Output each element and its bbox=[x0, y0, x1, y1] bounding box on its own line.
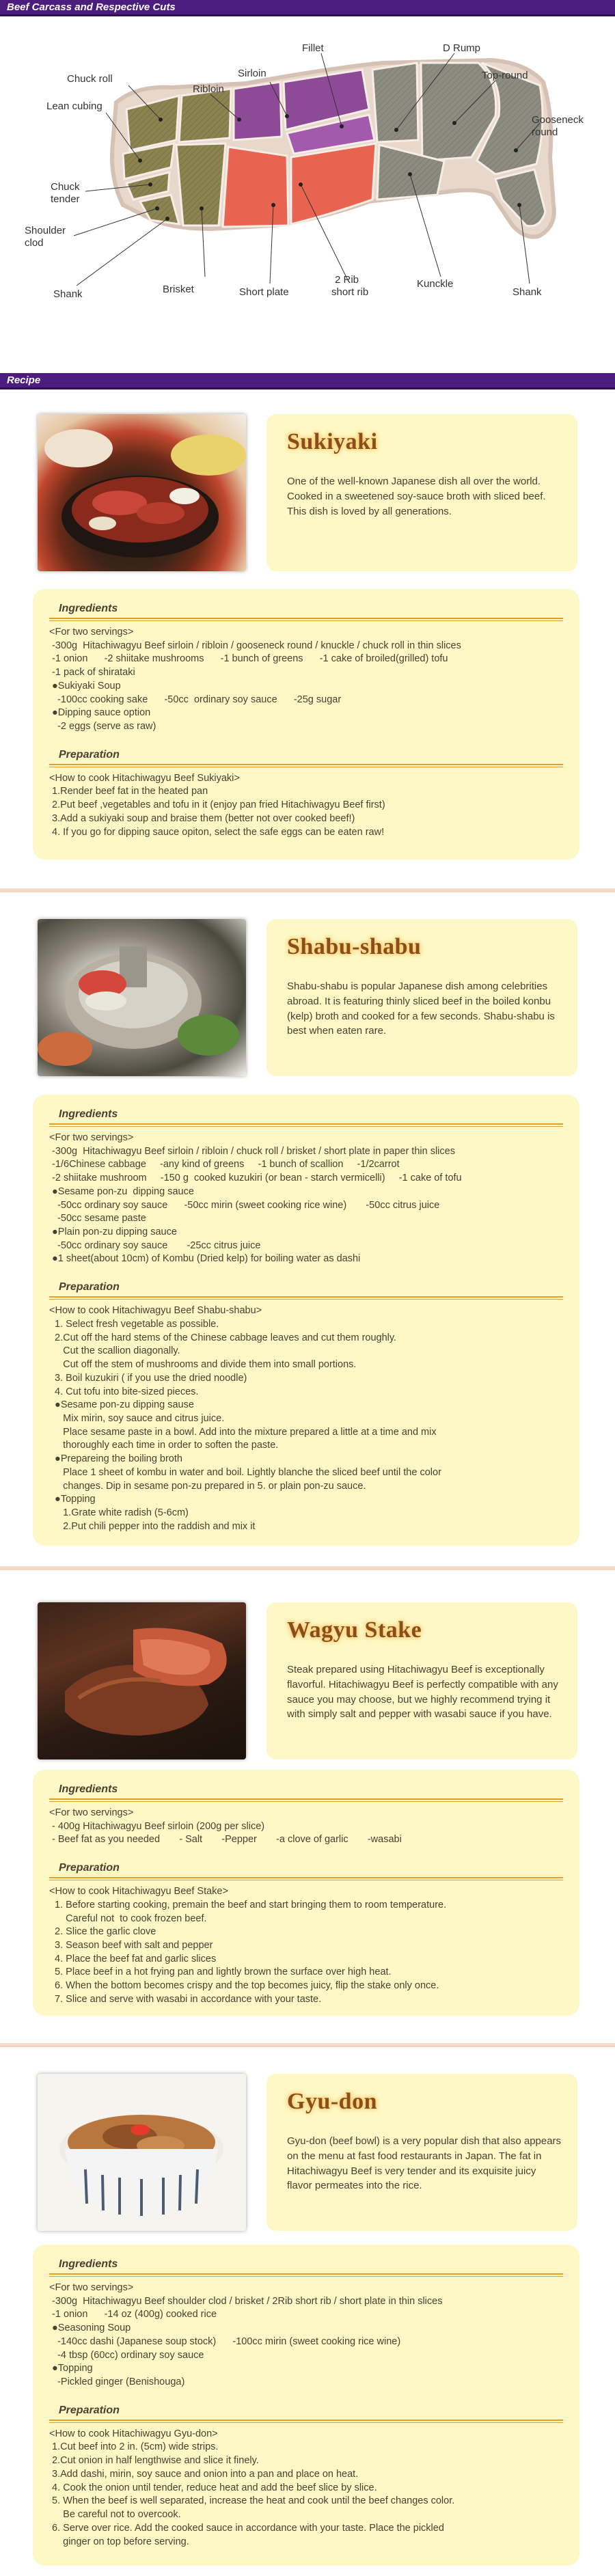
gyudon-description: Gyu-don (beef bowl) is a very popular dish that also appears on the menu at fast food restaurants in Japan. The fat in Hitachiwagyu Beef is very tender and its exquisite juicy flavor permeates into the rice. bbox=[287, 2135, 562, 2192]
shabu-preparation-steps: <How to cook Hitachiwagyu Beef Shabu-shabu> 1. Select fresh vegetable as possible. 2.Cut off the hard stems of the Chinese cabbage leaves and cut them roughly. Cut the scallion diagonally. Cut off the stem of mushrooms and divide them into small portions. 3. Boil kuzukiri ( if you use the dried noodle) 4. Cut tofu into bite-sized pieces. ●Sesame pon-zu dipping sause Mix mirin, soy sauce and citrus juice. Place sesame paste in a bowl. Add into the mixture prepared a little at a time and mix thoroughly each time in order to soften the paste. ●Prepareing the boiling broth Place 1 sheet of kombu in water and boil. Lightly blanche the sliced beef until the color changes. Dip in sesame pon-zu prepared in 5. or plain pon-zu sauce. ●Topping 1.Grate white radish (5-6cm) 2.Put chili pepper into the raddish and mix it bbox=[49, 1305, 441, 1532]
label-shank-right: Shank bbox=[512, 286, 542, 298]
label-fillet: Fillet bbox=[302, 42, 324, 54]
steak-photo-art bbox=[38, 1602, 246, 1759]
cut-rib-short-rib bbox=[291, 143, 376, 224]
shabu-ingredients-card bbox=[33, 1095, 579, 1546]
gyudon-photo bbox=[38, 2074, 246, 2231]
cut-short-plate bbox=[223, 147, 288, 227]
steak-preparation-heading: Preparation bbox=[49, 1859, 563, 1878]
label-short-plate: Short plate bbox=[239, 286, 289, 298]
steak-ingredients-heading: Ingredients bbox=[49, 1781, 563, 1800]
sukiyaki-photo bbox=[38, 414, 246, 571]
label-knuckle: Kunckle bbox=[417, 278, 454, 290]
label-shoulder-clod: Shoulder clod bbox=[25, 225, 66, 249]
section-divider bbox=[0, 1566, 615, 1570]
label-ribloin: Ribloin bbox=[193, 83, 224, 95]
gyudon-photo-art bbox=[38, 2074, 246, 2231]
label-brisket: Brisket bbox=[163, 284, 194, 295]
gyudon-preparation-heading: Preparation bbox=[49, 2402, 563, 2421]
sukiyaki-description-card bbox=[266, 414, 577, 571]
gyudon-preparation-steps: <How to cook Hitachiwagyu Gyu-don> 1.Cut beef into 2 in. (5cm) wide strips. 2.Cut onion in half lengthwise and slice it finely. 3.Add dashi, mirin, soy sauce and onion into a pan and place on heat. 4. Cook the onion until tender, reduce heat and add the beef slice by slice. 5. When the beef is well separated, increase the heat and cook until the beef changes color. Be careful not to overcook. 6. Serve over rice. Add the cooked sauce in accordance with your taste. Place the pickled ginger on top before serving. bbox=[49, 2428, 455, 2547]
sukiyaki-title: Sukiyaki bbox=[287, 429, 378, 454]
carcass-heading: Beef Carcass and Respective Cuts bbox=[7, 1, 176, 13]
steak-preparation-steps: <How to cook Hitachiwagyu Beef Stake> 1. Before starting cooking, premain the beef and start bringing them to room temperature. Careful not to cook frozen beef. 2. Slice the garlic clove 3. Season beef with salt and pepper 4. Place the beef fat and garlic slices 5. Place beef in a hot frying pan and lightly brown the surface over high heat. 6. When the bottom becomes crispy and the top becomes juicy, flip the stake only once. 7. Slice and serve with wasabi in accordance with your taste. bbox=[49, 1886, 447, 2005]
cut-brisket bbox=[176, 143, 226, 225]
gyudon-ingredients-list: <For two servings> -300g Hitachiwagyu Beef shoulder clod / brisket / 2Rib short rib / short plate in thin slices -1 onion -14 oz (400g) cooked rice ●Seasoning Soup -140cc dashi (Japanese soup stock) -100cc mirin (sweet cooking rice wine) -4 tbsp (60cc) ordinary soy sauce ●Topping -Pickled ginger (Benishouga) bbox=[49, 2282, 443, 2388]
shabu-photo-art bbox=[38, 919, 246, 1076]
gyudon-ingredients-heading: Ingredients bbox=[49, 2256, 563, 2275]
label-sirloin: Sirloin bbox=[238, 68, 266, 79]
label-rib-short-rib: 2 Rib short rib bbox=[331, 274, 369, 298]
steak-title: Wagyu Stake bbox=[287, 1617, 422, 1643]
steak-ingredients-list: <For two servings> - 400g Hitachiwagyu Beef sirloin (200g per slice) - Beef fat as you needed - Salt -Pepper -a clove of garlic -wasabi bbox=[49, 1807, 402, 1846]
shabu-ingredients-list: <For two servings> -300g Hitachiwagyu Beef sirloin / ribloin / chuck roll / brisket / short plate in paper thin slices -1/6Chinese cabbage -any kind of greens -1 bunch of scallion -1/2carrot -2 shiitake mushroom -150 g cooked kuzukiri (or bean - starch vermicelli) -1 cake of tofu ●Sesame pon-zu dipping sauce -50cc ordinary soy sauce -50cc mirin (sweet cooking rice wine) -50cc citrus juice -50cc sesame paste ●Plain pon-zu dipping sauce -50cc ordinary soy sauce -25cc citrus juice ●1 sheet(about 10cm) of Kombu (Dried kelp) for boiling water as dashi bbox=[49, 1132, 462, 1265]
sukiyaki-ingredients-heading: Ingredients bbox=[49, 600, 563, 619]
gyudon-title: Gyu-don bbox=[287, 2089, 377, 2114]
sukiyaki-photo-art bbox=[38, 414, 246, 571]
beef-carcass-diagram bbox=[0, 20, 615, 307]
sukiyaki-description: One of the well-known Japanese dish all over the world. Cooked in a sweetened soy-sauce broth with sliced beef. This dish is loved by all generations. bbox=[287, 476, 546, 517]
label-chuck-roll: Chuck roll bbox=[67, 73, 113, 85]
label-chuck-tender: Chuck tender bbox=[51, 181, 80, 205]
sukiyaki-preparation-steps: <How to cook Hitachiwagyu Beef Sukiyaki> 1.Render beef fat in the heated pan 2.Put beef ,vegetables and tofu in it (enjoy pan fried Hitachiwagyu Beef first) 3.Add a sukiyaki soup and braise them (better not over cooked beef!) 4. If you go for dipping sauce opiton, select the safe eggs can be eaten raw! bbox=[49, 772, 385, 838]
shabu-description: Shabu-shabu is popular Japanese dish among celebrities abroad. It is featuring thinly sliced beef in the boiled konbu (kelp) broth and cooked for a few seconds. Shabu-shabu is best when eaten rare. bbox=[287, 981, 555, 1037]
shabu-preparation-heading: Preparation bbox=[49, 1278, 563, 1298]
gyudon-description-card bbox=[266, 2074, 577, 2231]
steak-photo bbox=[38, 1602, 246, 1759]
label-gooseneck-round: Gooseneck round bbox=[532, 114, 584, 138]
label-top-round: Top-round bbox=[482, 70, 528, 81]
sukiyaki-preparation-heading: Preparation bbox=[49, 746, 563, 765]
steak-ingredients-card bbox=[33, 1770, 579, 2016]
carcass-header-bar bbox=[0, 0, 615, 16]
section-divider bbox=[0, 888, 615, 892]
section-divider bbox=[0, 2043, 615, 2047]
label-lean-cubing: Lean cubing bbox=[46, 100, 102, 112]
steak-description-card bbox=[266, 1602, 577, 1759]
steak-description: Steak prepared using Hitachiwagyu Beef is exceptionally flavorful. Hitachiwagyu Beef is perfectly compatible with any sauce you may choose, but we highly recommend trying it with simply salt and pepper with wasabi sauce if you have. bbox=[287, 1664, 558, 1721]
recipe-heading: Recipe bbox=[7, 374, 41, 386]
label-d-rump: D Rump bbox=[443, 42, 481, 54]
cut-ribloin-olive bbox=[179, 89, 231, 142]
sukiyaki-ingredients-card bbox=[33, 589, 579, 860]
recipe-header-bar bbox=[0, 373, 615, 389]
label-shank-left: Shank bbox=[53, 288, 83, 300]
sukiyaki-ingredients-list: <For two servings> -300g Hitachiwagyu Beef sirloin / ribloin / gooseneck round / knuckle / chuck roll in thin slices -1 onion -2 shiitake mushrooms -1 bunch of greens -1 cake of broiled(grilled) tofu -1 pack of shirataki ●Sukiyaki Soup -100cc cooking sake -50cc ordinary soy sauce -25g sugar ●Dipping sauce option -2 eggs (serve as raw) bbox=[49, 627, 461, 732]
shabu-description-card bbox=[266, 919, 577, 1076]
shabu-ingredients-heading: Ingredients bbox=[49, 1106, 563, 1125]
shabu-title: Shabu-shabu bbox=[287, 934, 422, 959]
gyudon-ingredients-card bbox=[33, 2245, 579, 2566]
shabu-photo bbox=[38, 919, 246, 1076]
